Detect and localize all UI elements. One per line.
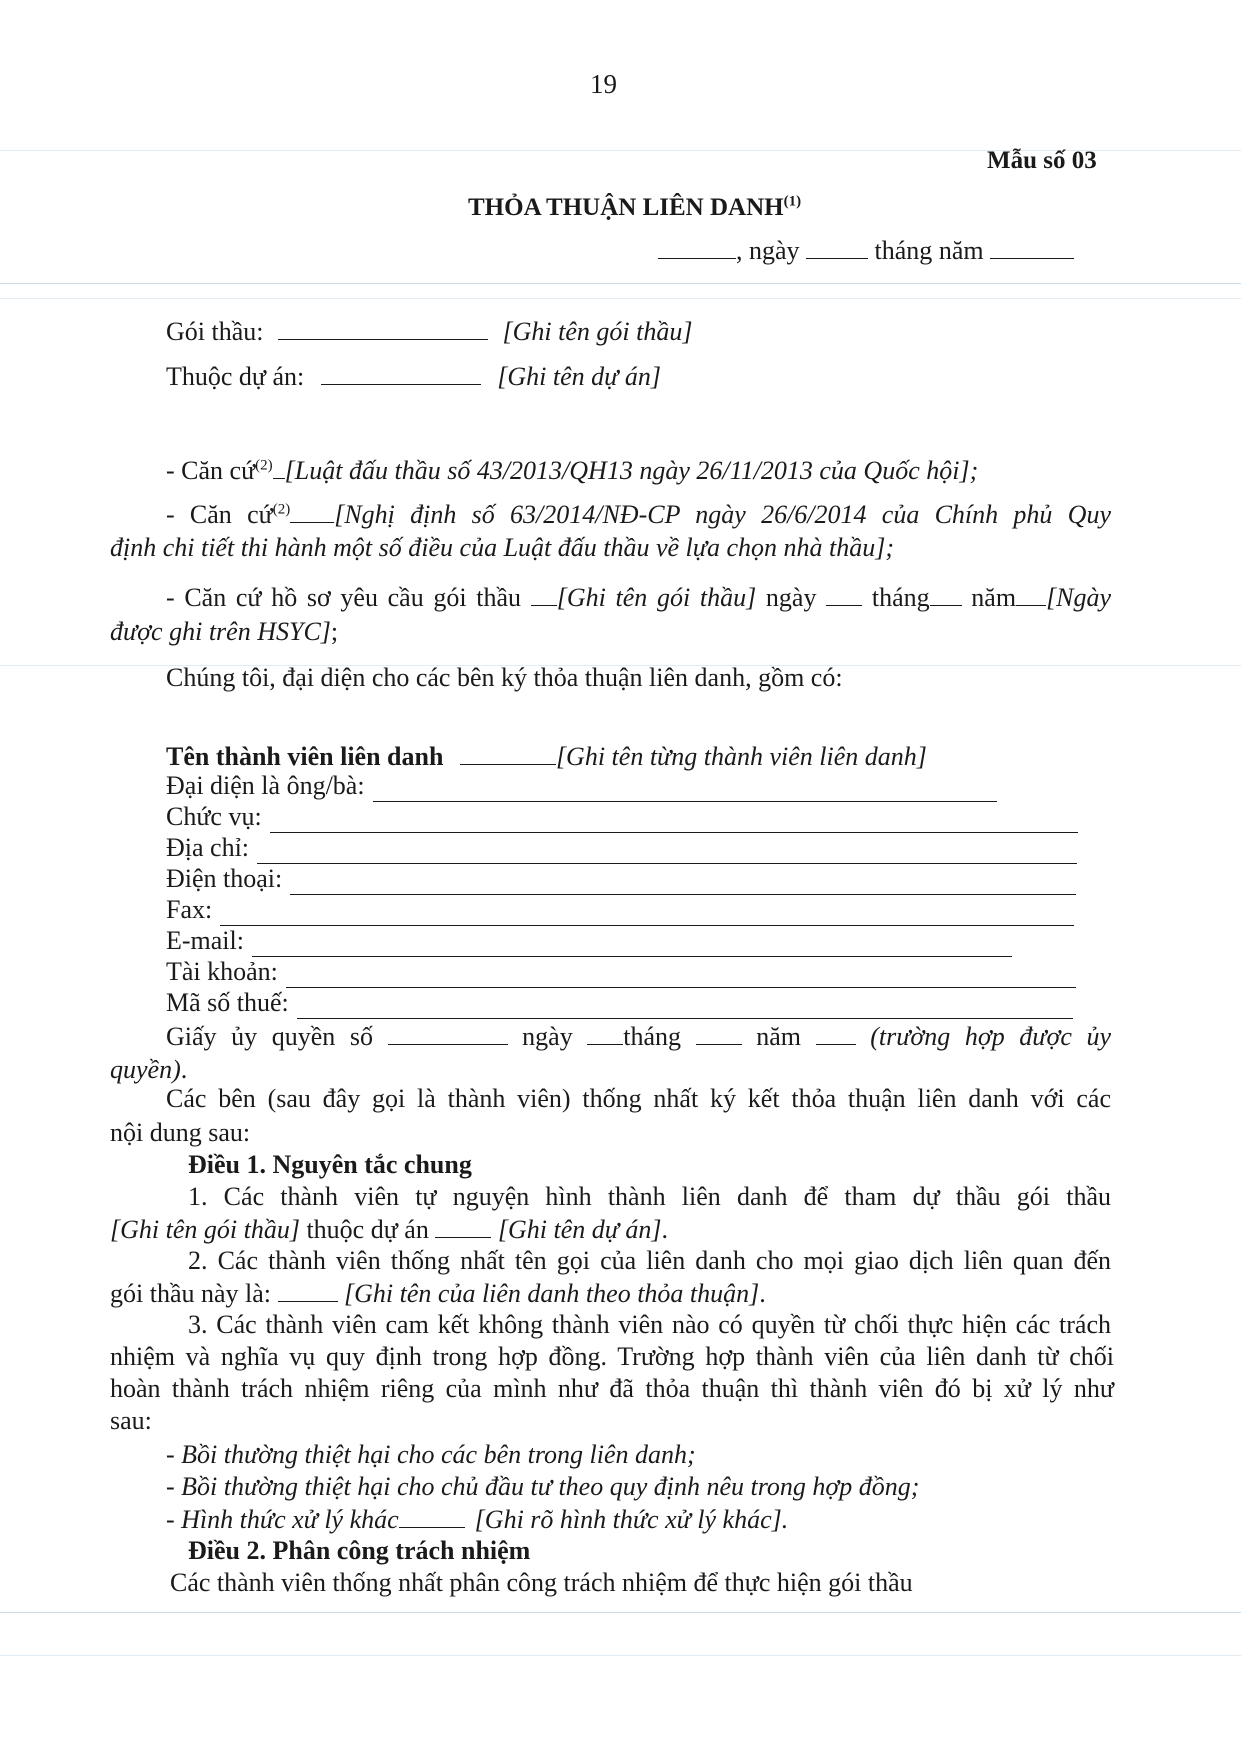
basis-blank bbox=[531, 581, 557, 606]
article1-heading: Điều 1. Nguyên tắc chung bbox=[188, 1150, 472, 1179]
field-blank bbox=[252, 934, 1012, 957]
agree-line1: Các bên (sau đây gọi là thành viên) thống nhất ký kết thỏa thuận liên danh với các bbox=[166, 1084, 1111, 1113]
project-blank bbox=[321, 360, 481, 385]
basis-note: (2) bbox=[255, 457, 273, 474]
scan-line bbox=[0, 1612, 1241, 1613]
basis-month: tháng bbox=[871, 583, 930, 612]
title-text: THỎA THUẬN LIÊN DANH bbox=[468, 194, 784, 221]
field-blank bbox=[257, 841, 1077, 864]
article1-bullet3 bbox=[166, 1503, 788, 1536]
field-blank bbox=[297, 996, 1073, 1019]
basis-hint: [Ghi tên gói thầu] bbox=[556, 583, 757, 612]
basis-year: năm bbox=[971, 583, 1017, 612]
p2-end: . bbox=[759, 1279, 766, 1308]
basis-blank bbox=[290, 498, 334, 523]
p1-hint-package: [Ghi tên gói thầu] bbox=[110, 1215, 300, 1244]
basis-1 bbox=[166, 454, 978, 487]
scan-line bbox=[0, 1655, 1241, 1656]
auth-year: năm bbox=[756, 1022, 802, 1051]
basis-blank bbox=[826, 581, 862, 606]
we-line: Chúng tôi, đại diện cho các bên ký thỏa thuận liên danh, gồm có: bbox=[166, 663, 843, 692]
field-blank bbox=[220, 903, 1074, 926]
basis-end: ; bbox=[330, 617, 339, 646]
package-line bbox=[166, 315, 692, 348]
auth-label: Giấy ủy quyền số bbox=[166, 1022, 373, 1051]
auth-day: ngày bbox=[522, 1022, 573, 1051]
p1-mid: thuộc dự án bbox=[306, 1215, 429, 1244]
date-day-label: , ngày bbox=[736, 236, 800, 265]
field-representative bbox=[166, 770, 997, 802]
article1-p3-line4: sau: bbox=[110, 1406, 152, 1435]
member-name-blank bbox=[460, 740, 556, 765]
field-email bbox=[166, 925, 1012, 957]
field-label: Đại diện là ông/bà: bbox=[166, 771, 365, 800]
document-title bbox=[468, 192, 801, 224]
article1-bullet2: - Bồi thường thiệt hại cho chủ đầu tư theo quy định nêu trong hợp đồng; bbox=[166, 1472, 920, 1501]
project-label: Thuộc dự án: bbox=[166, 362, 305, 391]
p2-prefix: gói thầu này là: bbox=[110, 1279, 272, 1308]
scan-line bbox=[0, 298, 1241, 299]
field-phone bbox=[166, 863, 1076, 895]
p1-end: . bbox=[661, 1215, 669, 1244]
basis-blank bbox=[1016, 581, 1046, 606]
field-label: Mã số thuế: bbox=[166, 988, 289, 1017]
basis-prefix: - Căn cứ bbox=[166, 500, 273, 529]
basis-text: [Nghị định số 63/2014/NĐ-CP ngày 26/6/2014 của Chính phủ Quy bbox=[334, 500, 1111, 529]
basis-2-line1 bbox=[166, 498, 1111, 531]
basis-text: [Luật đấu thầu số 43/2013/QH13 ngày 26/11/2013 của Quốc hội]; bbox=[284, 456, 979, 485]
field-blank bbox=[270, 810, 1078, 833]
basis-2-line2: định chi tiết thi hành một số điều của Luật đấu thầu về lựa chọn nhà thầu]; bbox=[110, 533, 894, 562]
field-blank bbox=[373, 779, 997, 802]
date-year-label: năm bbox=[938, 236, 984, 265]
field-tax-code bbox=[166, 987, 1073, 1019]
member-name-line bbox=[166, 740, 927, 773]
date-place-blank bbox=[658, 234, 736, 259]
article1-p2-line1: 2. Các thành viên thống nhất tên gọi của liên danh cho mọi giao dịch liên quan đến bbox=[188, 1246, 1111, 1275]
p1-hint-project: [Ghi tên dự án] bbox=[497, 1215, 662, 1244]
member-name-hint: [Ghi tên từng thành viên liên danh] bbox=[555, 742, 927, 771]
auth-end: . bbox=[180, 1055, 188, 1084]
field-label: Fax: bbox=[166, 895, 213, 924]
auth-blank bbox=[816, 1020, 856, 1045]
basis-note: (2) bbox=[272, 501, 291, 518]
date-day-blank bbox=[806, 234, 868, 259]
article1-p2-line2 bbox=[110, 1277, 766, 1310]
field-blank bbox=[290, 872, 1076, 895]
p2-blank bbox=[278, 1277, 338, 1302]
auth-blank bbox=[696, 1020, 742, 1045]
auth-hint: quyền) bbox=[110, 1055, 181, 1084]
date-line bbox=[658, 234, 1074, 267]
field-label: Tài khoản: bbox=[166, 957, 278, 986]
package-label: Gói thầu: bbox=[166, 317, 264, 346]
package-blank bbox=[278, 315, 488, 340]
basis-prefix: - Căn cứ bbox=[166, 456, 256, 485]
date-year-blank bbox=[990, 234, 1074, 259]
field-blank bbox=[286, 965, 1076, 988]
field-label: Điện thoại: bbox=[166, 864, 283, 893]
authorization-line bbox=[166, 1020, 1111, 1053]
article1-p1-line1: 1. Các thành viên tự nguyện hình thành liên danh để tham dự thầu gói thầu bbox=[188, 1182, 1111, 1211]
form-label: Mẫu số 03 bbox=[987, 147, 1097, 174]
basis-3-line2 bbox=[110, 616, 338, 648]
p2-hint: [Ghi tên của liên danh theo thỏa thuận] bbox=[344, 1279, 760, 1308]
article1-bullet1: - Bồi thường thiệt hại cho các bên trong liên danh; bbox=[166, 1440, 696, 1469]
field-position bbox=[166, 801, 1078, 833]
field-account bbox=[166, 956, 1076, 988]
article1-p3-line2: nhiệm và nghĩa vụ quy định trong hợp đồng. Trường hợp thành viên của liên danh từ chối bbox=[110, 1342, 1114, 1371]
basis-prefix: - Căn cứ hồ sơ yêu cầu gói thầu bbox=[166, 583, 522, 612]
article2-line1: Các thành viên thống nhất phân công trách nhiệm để thực hiện gói thầu bbox=[170, 1568, 913, 1597]
authorization-line2 bbox=[110, 1054, 187, 1086]
auth-blank bbox=[587, 1020, 623, 1045]
bullet3-hint: [Ghi rõ hình thức xử lý khác]. bbox=[474, 1505, 789, 1534]
field-address bbox=[166, 832, 1077, 864]
field-label: Chức vụ: bbox=[166, 802, 262, 831]
auth-hint: (trường hợp được ủy bbox=[870, 1022, 1112, 1051]
p1-blank bbox=[435, 1213, 491, 1238]
basis-day: ngày bbox=[765, 583, 817, 612]
bullet3-prefix: - Hình thức xử lý khác bbox=[166, 1505, 399, 1534]
field-label: E-mail: bbox=[166, 926, 244, 955]
agree-line2: nội dung sau: bbox=[110, 1118, 251, 1147]
basis-blank bbox=[273, 454, 285, 479]
scan-line bbox=[0, 283, 1241, 284]
basis-hint: [Ngày bbox=[1046, 583, 1112, 612]
auth-blank bbox=[388, 1020, 508, 1045]
auth-month: tháng bbox=[623, 1022, 682, 1051]
article1-p3-line1: 3. Các thành viên cam kết không thành viên nào có quyền từ chối thực hiện các trách bbox=[188, 1310, 1111, 1339]
project-hint: [Ghi tên dự án] bbox=[497, 362, 661, 391]
title-note: (1) bbox=[783, 193, 802, 210]
bullet3-blank bbox=[399, 1503, 465, 1528]
article1-p1-line2 bbox=[110, 1213, 668, 1246]
basis-blank bbox=[930, 581, 962, 606]
date-month-label: tháng bbox=[874, 236, 933, 265]
basis-3-line1 bbox=[166, 581, 1111, 614]
field-fax bbox=[166, 894, 1074, 926]
member-name-label: Tên thành viên liên danh bbox=[166, 742, 444, 771]
page-number: 19 bbox=[590, 69, 617, 99]
project-line bbox=[166, 360, 661, 393]
package-hint: [Ghi tên gói thầu] bbox=[502, 317, 693, 346]
basis-hint: được ghi trên HSYC] bbox=[110, 617, 331, 646]
field-label: Địa chỉ: bbox=[166, 833, 250, 862]
article2-heading: Điều 2. Phân công trách nhiệm bbox=[188, 1536, 531, 1565]
article1-p3-line3: hoàn thành trách nhiệm riêng của mình như đã thỏa thuận thì thành viên đó bị xử lý như bbox=[110, 1374, 1114, 1403]
